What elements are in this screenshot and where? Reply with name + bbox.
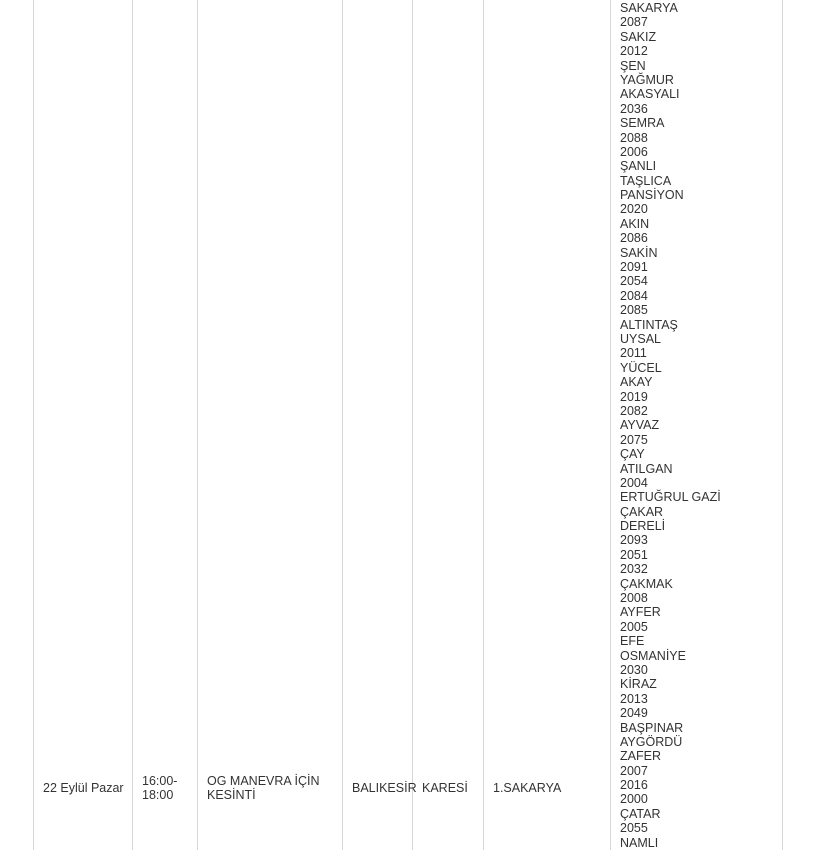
street-item: YAĞMUR (620, 72, 674, 87)
street-item: YÜCEL (620, 360, 662, 375)
street-item: SAKARYA (620, 1, 678, 15)
column-divider (610, 0, 611, 850)
street-item: ŞEN (620, 58, 646, 73)
neighborhood-cell: 1.SAKARYA (493, 781, 562, 795)
column-divider (197, 0, 198, 850)
street-item: 2020 (620, 202, 648, 217)
street-item: ATILGAN (620, 461, 673, 476)
street-item: ERTUĞRUL GAZİ (620, 490, 721, 505)
street-item: SAKIZ (620, 29, 657, 44)
street-item: 2051 (620, 547, 648, 562)
street-item: 2011 (620, 346, 647, 361)
street-item: SEMRA (620, 116, 665, 131)
street-item: 2013 (620, 691, 648, 706)
column-divider (483, 0, 484, 850)
street-item: 2000 (620, 792, 648, 807)
street-item: AKAY (620, 375, 653, 390)
street-item: OSMANİYE (620, 648, 686, 663)
street-item: 2093 (620, 533, 648, 548)
street-item: 2075 (620, 432, 648, 447)
street-item: ÇAY (620, 447, 645, 462)
street-item: AKASYALI (620, 87, 680, 102)
street-item: 2004 (620, 475, 648, 490)
street-item: 2036 (620, 101, 648, 116)
street-item: BAŞPINAR (620, 720, 684, 735)
street-item: SAKİN (620, 245, 658, 260)
column-divider (342, 0, 343, 850)
street-item: NAMLI (620, 835, 659, 850)
street-item: 2049 (620, 706, 648, 721)
date-cell: 22 Eylül Pazar (43, 781, 124, 795)
street-item: 2088 (620, 130, 648, 145)
district-cell: KARESİ (422, 781, 468, 795)
street-item: 2082 (620, 403, 648, 418)
column-divider (132, 0, 133, 850)
street-item: 2030 (620, 662, 648, 677)
street-item: KİRAZ (620, 677, 657, 692)
column-divider (782, 0, 783, 850)
street-item: 2091 (620, 260, 648, 275)
street-item: AYGÖRDÜ (620, 734, 683, 749)
street-item: PANSİYON (620, 188, 684, 203)
time-cell: 16:00-18:00 (142, 774, 178, 803)
street-item: ÇATAR (620, 806, 661, 821)
street-item: 2084 (620, 288, 648, 303)
reason-cell: OG MANEVRA İÇİN KESİNTİ (207, 774, 320, 803)
column-divider (33, 0, 34, 850)
street-item: 2087 (620, 15, 648, 30)
street-item: 2054 (620, 274, 648, 289)
street-item: 2019 (620, 389, 648, 404)
street-item: UYSAL (620, 331, 661, 346)
street-item: ÇAKAR (620, 504, 664, 519)
street-list (620, 1, 780, 850)
street-item: 2005 (620, 619, 648, 634)
province-cell: BALIKESİR (352, 781, 417, 795)
street-item: 2032 (620, 562, 648, 577)
street-item: AKIN (620, 216, 650, 231)
street-item: AYFER (620, 605, 661, 620)
street-item: 2012 (620, 44, 648, 59)
street-item: 2086 (620, 231, 648, 246)
street-item: ÇAKMAK (620, 576, 673, 591)
street-item: AYVAZ (620, 418, 660, 433)
street-item: 2055 (620, 821, 648, 836)
street-item: TAŞLICA (620, 173, 672, 188)
street-item: ŞANLI (620, 159, 657, 174)
street-item: 2008 (620, 591, 648, 606)
street-item: 2016 (620, 778, 648, 793)
street-item: ZAFER (620, 749, 661, 764)
column-divider (412, 0, 413, 850)
street-item: 2006 (620, 144, 648, 159)
street-item: 2007 (620, 763, 648, 778)
street-item: 2085 (620, 303, 648, 318)
street-item: DERELİ (620, 519, 666, 534)
street-item: ALTINTAŞ (620, 317, 678, 332)
street-item: EFE (620, 634, 645, 649)
